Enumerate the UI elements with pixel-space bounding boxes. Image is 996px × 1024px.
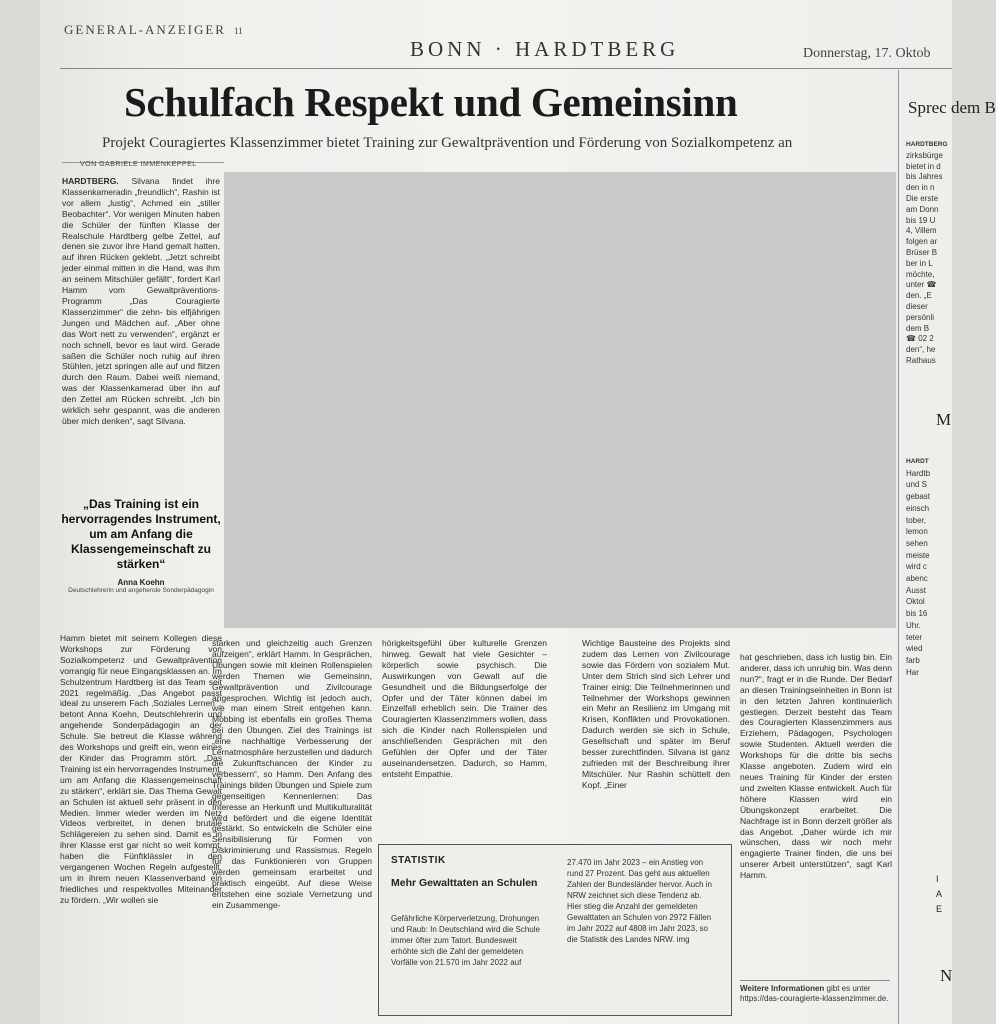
statistik-label: STATISTIK [391,855,446,866]
statistik-title: Mehr Gewalttaten an Schulen [391,877,538,889]
page-number: 11 [233,26,243,36]
sidebar-line: den“, he [906,345,936,355]
sidebar-line: farb [906,655,920,665]
sidebar-line: dieser [906,301,928,311]
statistik-text-left: Gefährliche Körperverletzung, Drohungen und Raub: In Deutschland wird die Schule immer öfter zum Tatort. Bundesweit erhöhte sich die Zahl der gemeldeten Vorfälle von 21.570 im Jahr 2022 auf [391,914,540,967]
sidebar-line: Hardtb [906,468,931,478]
weitere-informationen [740,984,890,1004]
sidebar-line: folgen ar [906,237,938,247]
masthead-rule [60,68,952,69]
sidebar-line: persönli [906,312,935,322]
article-column-3: hörigkeitsgefühl über kulturelle Grenzen hinweg. Gewalt hat viele Gesichter – körperlich sowie psychisch. Die Auswirkungen von Gewalt auf die Gesundheit und die Bildungserfolge der Opfer und der Täter können dabei im Einzelfall erheblich sein. Die Trainer des Couragierten Klassenzimmers wollen, dass sich die Kinder nach Rollenspielen und anschließenden Gesprächen mit den Gefühlen der Opfer und der Täter auseinandersetzen. Dadurch, so Hamm, entsteht Empathie. [382,638,547,779]
sidebar-headline-text: Sprec dem B [908,98,996,117]
newspaper-page [40,0,996,1024]
sidebar-line: den in n [906,183,935,193]
masthead-date: Donnerstag, 17. Oktob [803,46,931,61]
weitere-label: Weitere Informationen [740,984,825,993]
article-lead-text: Silvana findet ihre Klassenkameradin „freundlich“, Rashin ist vor allem „lustig“, Achmed ein „stiller Beobachter“. Vor wenigen Minuten haben die Schüler der fünften Klasse der Realschule Hardtberg gelbe Zettel, auf denen sie zuvor ihre Hand gemalt hatten, auf ihren Rücken geklebt. „Jetzt schreibt jeder einmal mitten in die Hand, was ihm an seinem Mitschüler gefällt“, fordert Karl Hamm vom Gewaltpräventions-Programm „Das Couragierte Klassenzimmer“ die zehn- bis elfjährigen Jungen und Mädchen auf. „Aber ohne das Wort nett zu verwenden“, ergänzt er noch schnell, bevor es laut wird. Gerade saßen die Schüler noch ruhig auf ihren Stühlen, jetzt springen alle auf und flitzen durch den Raum. Dabei weiß niemand, was der Klassenkamerad über ihn auf den Zettel am Rücken schreibt. „Ich bin wirklich sehr gespannt, was die anderen über mich denken“, sagt Silvana. [62,176,220,426]
sidebar-line: sehen [906,538,928,548]
sidebar-line: Oktol [906,597,925,607]
sidebar-line: A [936,889,943,899]
sidebar-line: teter [906,632,923,642]
sidebar-headline [908,98,996,118]
sidebar-line: Har [906,667,919,677]
statistik-box [378,844,732,1016]
pull-quote-text: „Das Training ist ein hervorragendes Instrument, um am Anfang die Klassengemeinschaft zu stärken“ [61,497,221,571]
sidebar-line: ☎ 02 2 [906,334,934,344]
weitere-rule [740,980,890,981]
sidebar-headline-3: N [940,966,953,985]
statistik-text-right: 27.470 im Jahr 2023 – ein Anstieg von rund 27 Prozent. Das geht aus aktuellen Zahlen der Bundesländer hervor. Auch in NRW zeichnet sich diese Tendenz ab. Hier stieg die Anzahl der gemeldeten Gewalttaten an Schulen von 2972 Fällen im Jahr 2022 auf 4808 im Jahr 2023, so die Statistik des Landes NRW. img [567,858,712,944]
sidebar-line: abenc [906,574,928,584]
sidebar-kw-2: HARDT [906,458,929,465]
sidebar-line: Rathaus [906,355,936,365]
sidebar-line: ber in L [906,258,933,268]
sidebar-line: dem B [906,323,930,333]
sidebar-line: zirksbürge [906,150,943,160]
masthead-paper-name [64,22,243,38]
pull-quote [60,497,222,595]
sidebar-line: einsch [906,503,930,513]
sidebar-line: tober, [906,515,927,525]
article-photo-placeholder [224,172,896,628]
sidebar-line: lemon [906,527,928,537]
sidebar-text-2 [906,456,952,696]
sidebar-line: 4, Villem [906,226,937,236]
sidebar-kw-1: HARDTBERG [906,141,948,148]
sidebar-line: bis 19 U [906,215,936,225]
sidebar-line: Die erste [906,193,939,203]
article-subheadline: Projekt Couragiertes Klassenzimmer bietet Training zur Gewaltprävention und Förderung von Sozialkompetenz an [102,135,793,151]
sidebar-line: wird c [906,562,927,572]
sidebar-line: bis Jahres [906,172,943,182]
sidebar-line: E [936,904,943,914]
sidebar-line: den. „E [906,291,932,301]
weitere-text: gibt es unter https://das-couragierte-klassenzimmer.de. [740,984,889,1003]
sidebar-rule [898,70,899,1024]
sidebar-line: Uhr. [906,620,921,630]
sidebar-line: I [936,874,939,884]
sidebar-line: möchte, [906,269,935,279]
sidebar-line: meiste [906,550,930,560]
sidebar-line: unter ☎ [906,280,937,290]
sidebar-line: am Donn [906,204,939,214]
sidebar-headline-2: M [936,410,952,429]
sidebar-line: wied [906,644,923,654]
sidebar-line: Brüser B [906,247,938,257]
article-column-4: Wichtige Bausteine des Projekts sind zudem das Lernen von Zivilcourage sowie das Fördern von sozialem Mut. Unter dem Strich sind sich Lehrer und Trainer einig: Die Teilnehmerinnen und Teilnehmer der Workshops gewinnen ein Mehr an Resilienz im Umgang mit Krisen, Konflikten und Provokationen. Dadurch werden sie sich in Schule, Gesellschaft und später im Beruf besser zurechtfinden. Silvana ist ganz zufrieden mit der Beschreibung ihrer Mitschüler. Nur Rashin schüttelt den Kopf. „Einer [582,638,730,790]
sidebar-line: gebast [906,492,931,502]
masthead-section: BONN · HARDTBERG [410,37,680,61]
article-column-2: stärken und gleichzeitig auch Grenzen aufzeigen“, erklärt Hamm. In Gesprächen, Übungen sowie mit kleinen Rollenspielen werden Themen wie Gemeinsinn, Gewaltprävention und Zivilcourage angesprochen. Wichtig ist jedoch auch, wie man einem Streit entgehen kann. Mobbing ist ebenfalls ein großes Thema bei den Übungen. Ziel des Trainings ist „eine nachhaltige Verbesserung der Lernatmosphäre herzustellen und dadurch die Zukunftschancen der Kinder zu verbessern“, so Hamm. Den Anfang des Trainings bilden Übungen und Spiele zum gegenseitigen Kennenlernen: Das Interesse an Herkunft und Multikulturalität wird befördert und die eigene Identität gestärkt. So entwickeln die Schüler eine Sensibilisierung für Formen von Diskriminierung und Rassismus. Regeln für das Funktionieren von Gruppen werden gemeinsam erarbeitet und praktisch eingeübt. Auf diese Weise entstehen eine soziale Vernetzung und ein Zusammenge- [212,638,372,910]
article-lead-column [62,176,220,494]
sidebar-line: bietet in d [906,161,941,171]
article-column-5: hat geschrieben, dass ich lustig bin. Ein anderer, dass ich unruhig bin. Was denn nun?“, fragt er in die Runde. Der Bedarf an diesen Trainingseinheiten in Bonn ist in den letzten Jahren kontinuierlich gestiegen. Derzeit besteht das Team des Couragierten Klassenzimmers aus Erziehern, Pädagogen, Psychologen sowie Studenten. Aktuell werden die Workshops für die dritte bis sechs Klasse angeboten. Zudem wird ein neues Training für Kinder der ersten und zweiten Klasse entwickelt. Auch für höhere Klassen wird ein Übungskonzept erarbeitet. Die Nachfrage ist in Bonn derzeit größer als das Angebot. „Daher würde ich mir wünschen, dass wir noch mehr engagierte Trainer finden, die uns bei unserer Arbeit unterstützen“, sagt Karl Hamm. [740,652,892,881]
article-location: HARDTBERG. [62,176,119,186]
pull-quote-author: Anna Koehn [117,578,165,587]
article-column-1: Hamm bietet mit seinem Kollegen diese Workshops zur Förderung von Sozialkompetenz und Gewaltprävention vorrangig für neue Eingangsklassen an. Im Schulzentrum Hardtberg ist das Team seit 2021 regelmäßig. „Das Angebot passt ideal zu unserem Fach ‚Soziales Lernen‘“, betont Anna Koehn, Deutschlehrerin und angehende Sonderpädagogin an der Schule. Sie betreut die Klasse während des Workshops und greift ein, wenn eines der Kinder das Programm stört. „Das Training ist ein hervorragendes Instrument, um am Anfang die Klassengemeinschaft zu stärken“, erklärt sie. Das Thema Gewalt an Schulen ist aktuell sehr präsent in den Medien. Immer wieder werden im Netz Videos verbreitet, in denen brutale Schlägereien zu sehen sind. Damit es in ihrer Klasse erst gar nicht so weit kommt, haben die Fünftklässler in den vergangenen Wochen Regeln aufgestellt, um in ihrem neuen Klassenverband ein friedliches und respektvolles Miteinander zu fördern. „Wir wollen sie [60,633,222,905]
article-byline: VON GABRIELE IMMENKEPPEL [80,161,197,168]
sidebar-text-1 [906,140,952,380]
article-headline: Schulfach Respekt und Gemeinsinn [124,79,738,125]
pull-quote-role: Deutschlehrerin und angehende Sonderpädagogin [68,587,214,594]
sidebar-line: bis 16 [906,609,928,619]
sidebar-line: und S [906,480,927,490]
paper-name: GENERAL-ANZEIGER [64,22,226,37]
sidebar-line: Ausst [906,585,927,595]
